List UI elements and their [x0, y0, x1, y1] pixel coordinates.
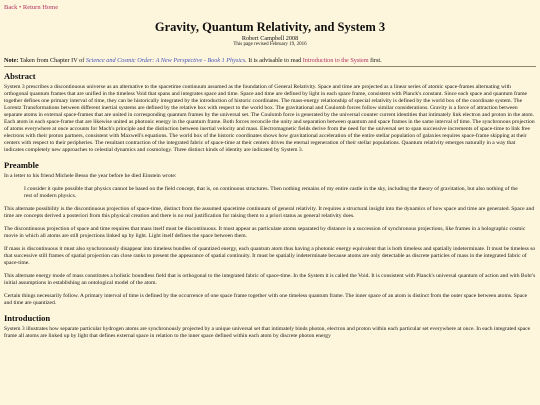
nav-separator: •	[18, 4, 22, 11]
back-link[interactable]: Back	[4, 4, 18, 11]
note-label: Note:	[4, 57, 19, 64]
preamble-paragraph-3: If mass is discontinuous it must also synchronously disappear into timeless bundles of quantized energy, each quantum atom thus having a photonic energy equivalent that is both timeless and spatially indeterminate. It must be timeless so that successive still frames of spatial projection can close ranks to present the appearance of spatial continuity. It must be spatially indeterminate because atoms are only detectable as discrete particles of mass in the integrated fabric of space-time.	[4, 246, 536, 266]
introduction-paragraph-1: System 3 illustrates how separate particular hydrogen atoms are synchronously projected by a unique universal set that intimately binds photon, electron and proton within each particular set everywhere at once. In each integrated space frame all atoms are linked up by light that defines external space in relation to the inner space defined within each atom by discrete photon energy	[4, 326, 531, 339]
abstract-body: System 3 prescribes a discontinuous universe as an alternative to the spacetime continuum assumed as the foundation of General Relativity. Space and time are projected as a linear series of atomic space-frames alternating with orthogonal quantum frames that are unified in the timeless Void that spans and integrates space and time. Space and time are defined by light in each space frame, consistent with Planck's constant. Since each space and quantum frame together defines one primary interval of time, they can be historically integrated by the introduction of historic coordinates. The mass-energy relationship of special relativity is defined by the world box of the coordinate system. The Lorentz Transformations between different inertial systems are defined by the relative box with respect to the world box. The gravitational and Coulomb forces follow similar considerations. Gravity is a force of attraction between separate atoms in external space-frames that are united in corresponding quantum frames by the universal set. The Coulomb force is generated by the universal counter current identities that intimately link electron and proton in the atom. Each atom in each space-frame that are likewise united as photonic energy in the quantum frame. Both forces reconcile the unity and separation between quantum and space frames in the same interval of time. The synchronous projection of atoms everywhere at once accounts for Mach's principle and the distinction between inertial velocity and mass. Electromagnetic fields derive from the need for the universal set to span successive increments of space-time to link free electrons with their proton partners, consistent with Maxwell's equations. The world box of the historic coordinates shows how gravitational acceleration of the entire stellar population of galaxies requires space-frame skipping at their centers with respect to their peripheries. The resultant contraction of the integrated fabric of space-time at their centers drives the eternal regeneration of their stellar populations. Quantum relativity emerges naturally in a way that indicates completely new approaches to celestial dynamics and cosmology. Three distinct kinds of identity are indicated by System 3.	[4, 84, 535, 153]
abstract-heading: Abstract	[4, 71, 36, 81]
return-home-link[interactable]: Return Home	[22, 4, 59, 11]
author-line: Robert Campbell 2008	[241, 35, 299, 42]
note-text-3: first.	[368, 57, 382, 64]
note-text-1: Taken from Chapter IV of	[18, 57, 86, 64]
divider	[4, 66, 536, 67]
page-title: Gravity, Quantum Relativity, and System 3	[154, 20, 386, 34]
revision-date: This page revised February 19, 2016	[233, 42, 307, 47]
einstein-quote: I consider it quite possible that physics cannot be based on the field concept, that is, on continuous structures. Then nothing remains of my entire castle in the sky, including the theory of gravitation, but also nothing of the rest of modern physics.	[24, 186, 518, 199]
introduction-link[interactable]: Introduction to the System	[302, 57, 369, 64]
introduction-heading: Introduction	[4, 313, 51, 323]
preamble-intro: In a letter to his friend Michele Besso the year before he died Einstein wrote:	[4, 173, 177, 179]
preamble-paragraph-1: This alternate possibility is the discontinuous projection of space-time, distinct from the assumed spacetime continuum of general relativity. It requires a structural insight into the dynamics of how space and time are generated. Space and time are concepts derived a posteriori from this physical creation and there is no real justification for raising them to a priori status as general relativity does.	[4, 206, 535, 219]
top-nav	[4, 4, 536, 12]
preamble-paragraph-5: Certain things necessarily follow. A primary interval of time is defined by the occurrence of one space frame together with one timeless quantum frame. The inner space of an atom is distinct from the outer space between atoms. Space and time are quantized.	[4, 293, 528, 306]
preamble-heading: Preamble	[4, 160, 39, 170]
note-text-2: . It is advisable to read	[245, 57, 303, 64]
note-paragraph	[4, 57, 536, 64]
book-title: Science and Cosmic Order: A New Perspective - Book 1 Physics	[85, 57, 246, 64]
preamble-paragraph-2: The discontinuous projection of space and time requires that mass itself must be discontinuous. It must appear as particulate atoms separated by distance in a succession of synchronous projections, like frames in a holographic cosmic movie in which all atoms are still projections linked up by light. Light itself defines the space between them.	[4, 226, 526, 239]
preamble-paragraph-4: This alternate energy mode of mass constitutes a holistic boundless field that is orthogonal to the integrated fabric of space-time. In the System it is called the Void. It is consistent with Planck's universal quantum of action and with Bohr's initial assumptions in establishing an ontological model of the atom.	[4, 273, 536, 286]
